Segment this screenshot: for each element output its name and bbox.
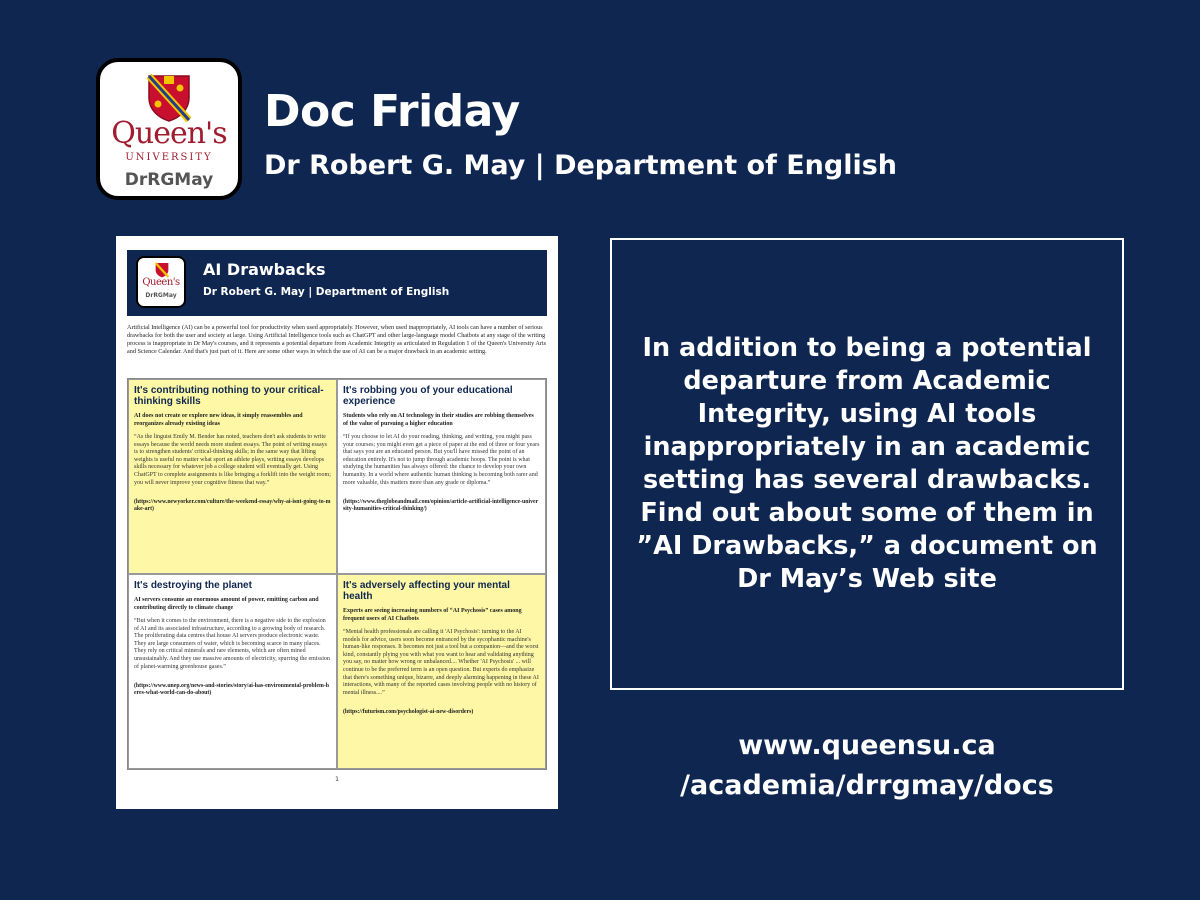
section-destroying-planet	[128, 574, 337, 769]
section-source: (https://www.unep.org/news-and-stories/story/ai-has-environmental-problem-heres-what-world-can-do-about)	[134, 683, 329, 697]
section-quote: “But when it comes to the environment, there is a negative side to the explosion of AI and its associated infrastructure, according to a growing body of research. The proliferating data centres that house AI servers produce electronic waste. They are large consumers of water, which is becoming scarce in many places. They rely on critical minerals and rare elements, which are often mined unsustainably. And they use massive amounts of electricity, spurring the emission of planet-warming greenhouse gases.”	[134, 618, 330, 670]
callout-text: In addition to being a potential departure from Academic Integrity, using AI tools inappropriately in an academic setting has several drawbacks. Find out about some of them in ”AI Drawbacks,” a document on Dr May’s Web site	[636, 333, 1098, 594]
section-mental-health	[337, 574, 546, 769]
section-quote: “As the linguist Emily M. Bender has noted, teachers don't ask students to write essays because the world needs more student essays. The point of writing essays is to strengthen students' critical-thinking skills; in the same way that lifting weights is useful no matter what sport an athlete plays, writing essays develops skills necessary for whatever job a college student will eventually get. Using ChatGPT to complete assignments is like bringing a forklift into the weight room; you will never improve your cognitive fitness that way.”	[134, 434, 331, 486]
section-source: (https://www.theglobeandmail.com/opinion/article-artificial-intelligence-university-humanities-critical-thinking/)	[343, 499, 539, 513]
document-logo-handle: DrRGMay	[145, 292, 177, 299]
section-lead: AI does not create or explore new ideas, it simply reassembles and reorganizes already existing ideas	[134, 413, 303, 427]
section-critical-thinking	[128, 379, 337, 574]
section-source: (https://www.newyorker.com/culture/the-weekend-essay/why-ai-isnt-going-to-make-art)	[134, 499, 331, 513]
page-number: 1	[335, 776, 339, 783]
section-heading: It's destroying the planet	[134, 580, 252, 591]
document-header	[127, 250, 547, 316]
section-lead: Experts are seeing increasing numbers of “AI Psychosis” cases among frequent users of AI Chatbots	[343, 608, 522, 622]
url-line-1: www.queensu.ca	[738, 730, 996, 761]
url-line-2: /academia/drrgmay/docs	[680, 770, 1054, 801]
section-source: (https://futurism.com/psychologist-ai-new-disorders)	[343, 709, 474, 716]
queens-crest-icon	[147, 74, 191, 122]
document-sections-grid	[127, 378, 547, 770]
document-intro: Artificial Intelligence (AI) can be a powerful tool for productivity when used appropriately. However, when used inappropriately, AI tools can have a number of serious drawbacks for both the user and society at large. Using Artificial Intelligence tools such as ChatGPT and other large-language model Chatbots at any stage of the writing process is inappropriate in Dr May's courses, and it represents a potential departure from Academic Integrity as articulated in Regulation 1 of the Queen's University Arts and Science Calendar. And that's just part of it. Here are some other ways in which the use of AI can be a major drawback in an academic setting.	[127, 324, 547, 355]
document-subtitle: Dr Robert G. May | Department of English	[203, 286, 450, 298]
document-logo-wordmark: Queen's	[142, 277, 180, 288]
page-subtitle: Dr Robert G. May | Department of English	[264, 150, 898, 181]
section-heading: It's robbing you of your educational experience	[343, 385, 513, 407]
queens-crest-icon	[155, 262, 169, 278]
section-educational-experience	[337, 379, 546, 574]
document-preview	[116, 236, 558, 809]
document-title: AI Drawbacks	[203, 260, 326, 279]
section-quote: “Mental health professionals are calling it 'AI Psychosis': turning to the AI models for advice, users soon become entranced by the sycophantic machine's human-like responses. It becomes not just a tool but a companion—and the worst kind, constantly plying you with what you want to hear and validating anything you say, no matter how wrong or unbalanced.... Whether 'AI Psychosis' ... will continue to be the preferred term is an open question. But experts do emphasize that there's something unique, bizarre, and deeply alarming happening in these AI interactions, with many of the reported cases involving people with no history of mental illness....”	[343, 629, 539, 696]
page-title: Doc Friday	[264, 86, 520, 137]
logo-wordmark: Queen's	[111, 116, 227, 151]
callout-box	[610, 238, 1124, 690]
section-heading: It's adversely affecting your mental health	[343, 580, 510, 602]
section-lead: Students who rely on AI technology in their studies are robbing themselves of the value of pursuing a higher education	[343, 413, 534, 427]
section-quote: “If you choose to let AI do your reading, thinking, and writing, you might pass your courses; you might even get a piece of paper at the end of three or four years that says you are an educated person. But you'll have missed the point of an education entirely. It's not to jump through academic hoops. The point is what studying the humanities has always offered: the chance to develop your own humanity. In a world where authentic human thinking is becoming both rarer and more valuable, this matters more than any grade or diploma.”	[343, 434, 540, 486]
section-lead: AI servers consume an enormous amount of power, emitting carbon and contributing directly to climate change	[134, 597, 319, 611]
logo-subword: UNIVERSITY	[125, 152, 213, 163]
queens-logo-badge	[96, 58, 242, 200]
document-logo	[136, 256, 186, 308]
logo-handle: DrRGMay	[124, 170, 214, 190]
section-heading: It's contributing nothing to your critical-thinking skills	[134, 385, 324, 407]
